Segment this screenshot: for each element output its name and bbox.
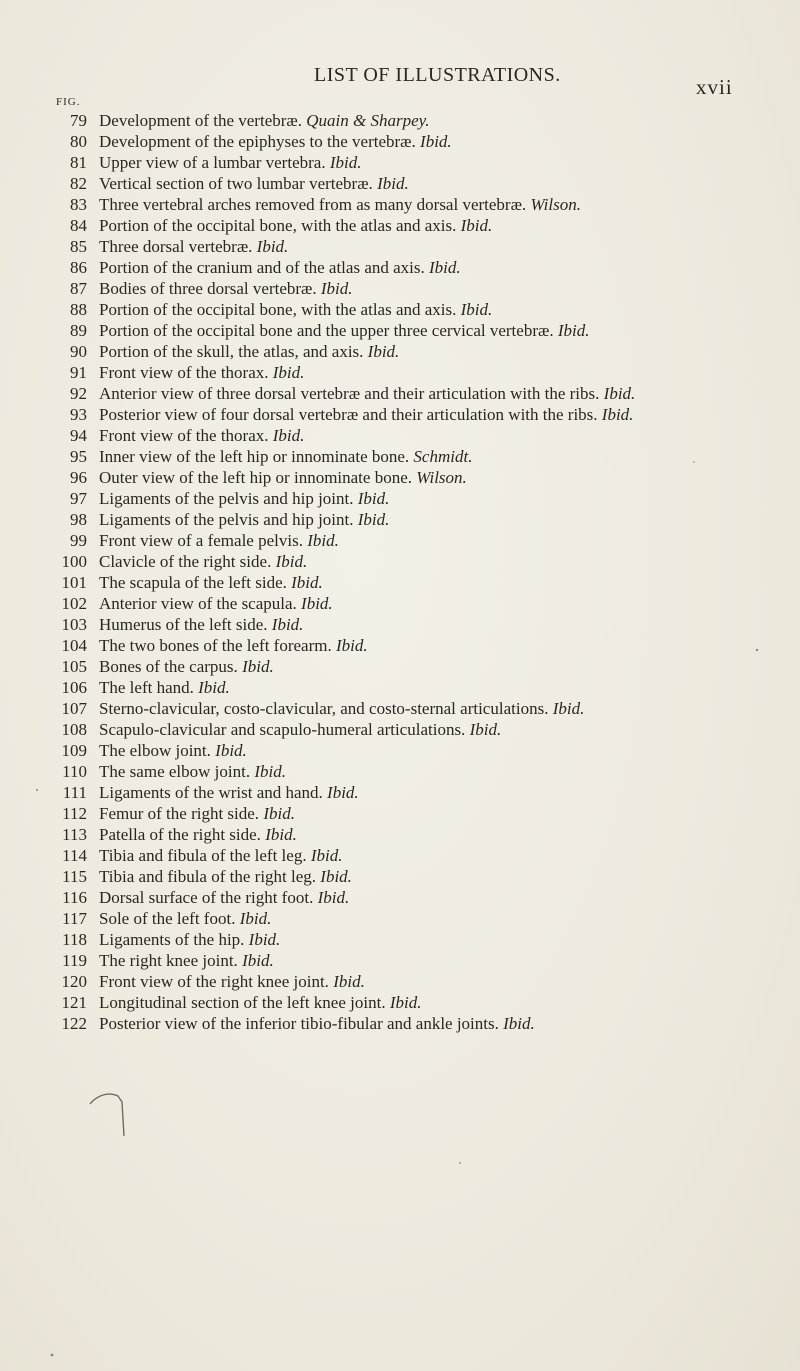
fig-caption: Patella of the right side. xyxy=(99,825,261,844)
fig-source: Ibid. xyxy=(265,825,297,844)
fig-number: 96 xyxy=(70,468,87,487)
fig-source: Ibid. xyxy=(248,930,281,949)
fig-source: Ibid. xyxy=(310,846,343,865)
fig-number: 90 xyxy=(70,342,87,361)
fig-source: Ibid. xyxy=(557,321,590,340)
fig-source: Ibid. xyxy=(601,405,634,424)
fig-number: 119 xyxy=(62,951,87,970)
page-title: LIST OF ILLUSTRATIONS. xyxy=(314,64,561,86)
fig-number: 111 xyxy=(62,783,87,802)
fig-number: 104 xyxy=(61,636,87,655)
fig-number: 88 xyxy=(70,300,87,319)
fig-source: Ibid. xyxy=(320,867,352,886)
fig-number: 121 xyxy=(61,993,87,1012)
fig-number: 100 xyxy=(61,552,87,571)
fig-caption: Tibia and fibula of the left leg. xyxy=(99,846,307,865)
fig-source: Ibid. xyxy=(272,426,305,445)
fig-source: Ibid. xyxy=(272,363,305,382)
fig-source: Ibid. xyxy=(429,258,461,277)
fig-caption: Ligaments of the pelvis and hip joint. xyxy=(99,510,354,529)
fig-source: Ibid. xyxy=(460,300,493,319)
fig-caption: Outer view of the left hip or innominate bone. xyxy=(99,468,412,487)
fig-number: 79 xyxy=(70,111,87,130)
fig-caption: The elbow joint. xyxy=(99,741,211,760)
fig-source: Ibid. xyxy=(320,279,353,298)
fig-caption: Longitudinal section of the left knee joint. xyxy=(99,993,386,1012)
fig-source: Ibid. xyxy=(357,489,390,508)
fig-source: Ibid. xyxy=(275,552,308,571)
fig-number: 114 xyxy=(62,846,87,865)
fig-source: Ibid. xyxy=(603,384,636,403)
fig-number: 113 xyxy=(62,825,87,844)
fig-source: Ibid. xyxy=(242,657,274,676)
fig-source: Ibid. xyxy=(357,510,390,529)
fig-number: 84 xyxy=(70,216,87,235)
fig-source: Ibid. xyxy=(256,237,289,256)
fig-number: 122 xyxy=(61,1014,87,1033)
fig-caption: The left hand. xyxy=(99,678,194,697)
fig-source: Ibid. xyxy=(198,678,230,697)
fig-caption: Upper view of a lumbar vertebra. xyxy=(99,153,326,172)
fig-source: Ibid. xyxy=(254,762,286,781)
fig-caption: Bodies of three dorsal vertebræ. xyxy=(99,279,317,298)
fig-source: Ibid. xyxy=(307,531,339,550)
fig-number: 110 xyxy=(62,762,87,781)
fig-number: 91 xyxy=(70,363,87,382)
fig-source: Ibid. xyxy=(503,1014,535,1033)
fig-source: Ibid. xyxy=(377,174,409,193)
fig-caption: Portion of the occipital bone, with the atlas and axis. xyxy=(99,300,457,319)
fig-caption: Scapulo-clavicular and scapulo-humeral articulations. xyxy=(99,720,466,739)
fig-source: Ibid. xyxy=(242,951,274,970)
fig-number: 94 xyxy=(70,426,87,445)
fig-caption: Front view of a female pelvis. xyxy=(99,531,303,550)
fig-number: 83 xyxy=(70,195,87,214)
fig-caption: Posterior view of four dorsal vertebræ and their articulation with the ribs. xyxy=(99,405,598,424)
fig-source: Quain & Sharpey. xyxy=(306,111,430,130)
fig-number: 108 xyxy=(61,720,87,739)
fig-number: 101 xyxy=(61,573,87,592)
fig-caption: Front view of the right knee joint. xyxy=(99,972,329,991)
fig-caption: Vertical section of two lumbar vertebræ. xyxy=(99,174,373,193)
fig-source: Ibid. xyxy=(327,783,359,802)
fig-number: 80 xyxy=(70,132,87,151)
fig-source: Ibid. xyxy=(329,153,362,172)
fig-caption: Dorsal surface of the right foot. xyxy=(99,888,314,907)
fig-number: 120 xyxy=(61,972,87,991)
fig-source: Ibid. xyxy=(420,132,452,151)
fig-caption: Anterior view of the scapula. xyxy=(99,594,297,613)
fig-caption: Front view of the thorax. xyxy=(99,426,269,445)
fig-number: 112 xyxy=(62,804,87,823)
fig-number: 92 xyxy=(70,384,87,403)
fig-number: 106 xyxy=(61,678,87,697)
fig-source: Wilson. xyxy=(416,468,467,487)
fig-caption: The same elbow joint. xyxy=(99,762,251,781)
fig-caption: Portion of the skull, the atlas, and axis. xyxy=(99,342,364,361)
fig-caption: Development of the epiphyses to the vertebræ. xyxy=(99,132,416,151)
fig-source: Ibid. xyxy=(291,573,323,592)
fig-source: Ibid. xyxy=(460,216,493,235)
fig-number: 116 xyxy=(62,888,87,907)
fig-source: Ibid. xyxy=(239,909,272,928)
fig-caption: Portion of the cranium and of the atlas and axis. xyxy=(99,258,425,277)
fig-number: 87 xyxy=(70,279,87,298)
fig-source: Ibid. xyxy=(552,699,585,718)
fig-caption: Ligaments of the pelvis and hip joint. xyxy=(99,489,354,508)
fig-caption: Sole of the left foot. xyxy=(99,909,236,928)
fig-source: Wilson. xyxy=(530,195,581,214)
fig-number: 85 xyxy=(70,237,87,256)
fig-number: 86 xyxy=(70,258,87,277)
fig-caption: Sterno-clavicular, costo-clavicular, and costo-sternal articulations. xyxy=(99,699,549,718)
fig-number: 81 xyxy=(70,153,87,172)
page-number: xvii xyxy=(696,75,733,99)
fig-source: Ibid. xyxy=(271,615,304,634)
fig-source: Ibid. xyxy=(333,972,365,991)
fig-number: 115 xyxy=(62,867,87,886)
fig-caption: The two bones of the left forearm. xyxy=(99,636,332,655)
fig-caption: Tibia and fibula of the right leg. xyxy=(99,867,317,886)
fig-source: Ibid. xyxy=(215,741,247,760)
fig-number: 102 xyxy=(61,594,87,613)
fig-caption: Front view of the thorax. xyxy=(99,363,269,382)
fig-caption: Portion of the occipital bone and the upper three cervical vertebræ. xyxy=(99,321,554,340)
fig-caption: The right knee joint. xyxy=(99,951,238,970)
fig-caption: Ligaments of the hip. xyxy=(99,930,245,949)
fig-number: 93 xyxy=(70,405,87,424)
fig-source: Ibid. xyxy=(317,888,350,907)
fig-source: Ibid. xyxy=(469,720,502,739)
fig-source: Ibid. xyxy=(389,993,422,1012)
fig-caption: Three vertebral arches removed from as many dorsal vertebræ. xyxy=(99,195,527,214)
fig-number: 89 xyxy=(70,321,87,340)
fig-source: Schmidt. xyxy=(413,447,473,466)
fig-number: 99 xyxy=(70,531,87,550)
fig-source: Ibid. xyxy=(335,636,368,655)
fig-caption: Inner view of the left hip or innominate bone. xyxy=(99,447,410,466)
fig-number: 118 xyxy=(62,930,87,949)
fig-caption: Three dorsal vertebræ. xyxy=(99,237,253,256)
fig-number: 95 xyxy=(70,447,87,466)
fig-number: 82 xyxy=(70,174,87,193)
fig-caption: Anterior view of three dorsal vertebræ and their articulation with the ribs. xyxy=(99,384,600,403)
fig-number: 98 xyxy=(70,510,87,529)
fig-caption: Humerus of the left side. xyxy=(99,615,268,634)
fig-column-label: FIG. xyxy=(56,96,81,108)
fig-caption: Bones of the carpus. xyxy=(99,657,238,676)
fig-caption: Development of the vertebræ. xyxy=(99,111,302,130)
fig-source: Ibid. xyxy=(301,594,333,613)
fig-source: Ibid. xyxy=(367,342,400,361)
fig-number: 117 xyxy=(62,909,87,928)
fig-caption: Portion of the occipital bone, with the atlas and axis. xyxy=(99,216,457,235)
fig-number: 103 xyxy=(61,615,87,634)
fig-caption: The scapula of the left side. xyxy=(99,573,287,592)
fig-number: 97 xyxy=(70,489,87,508)
fig-caption: Femur of the right side. xyxy=(99,804,260,823)
fig-caption: Ligaments of the wrist and hand. xyxy=(99,783,323,802)
fig-number: 109 xyxy=(61,741,87,760)
fig-caption: Clavicle of the right side. xyxy=(99,552,272,571)
fig-caption: Posterior view of the inferior tibio-fibular and ankle joints. xyxy=(99,1014,499,1033)
fig-number: 107 xyxy=(61,699,87,718)
fig-number: 105 xyxy=(61,657,87,676)
fig-source: Ibid. xyxy=(263,804,295,823)
